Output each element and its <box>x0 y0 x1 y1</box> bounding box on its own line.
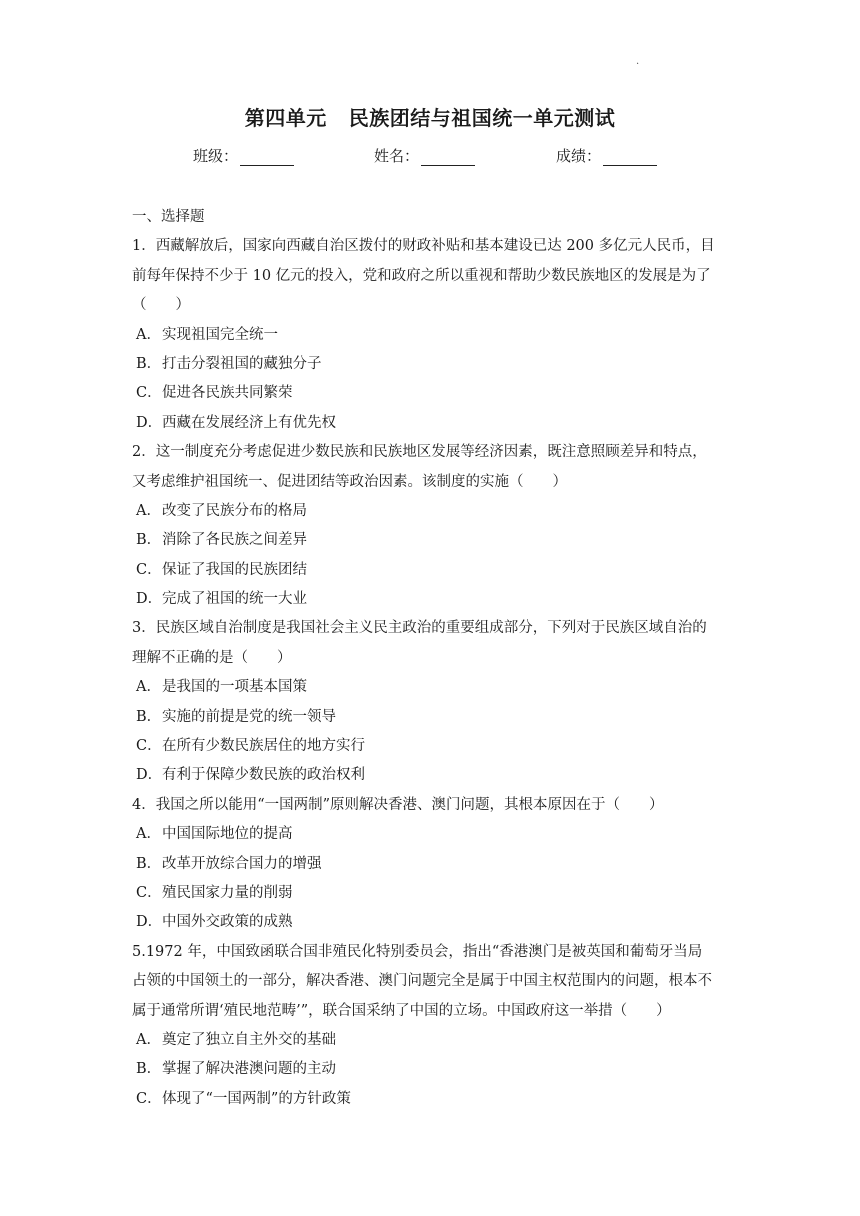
question-text-line: 属于通常所谓‘殖民地范畴’”，联合国采纳了中国的立场。中国政府这一举措（ ） <box>132 1002 671 1019</box>
class-label: 班级： <box>193 147 239 165</box>
option-a[interactable] <box>132 321 732 350</box>
option-text: 实现祖国完全统一 <box>162 326 278 343</box>
option-letter: A． <box>136 679 161 696</box>
title-topic: 民族团结与祖国统一单元测试 <box>348 106 616 130</box>
option-letter: B． <box>136 355 162 372</box>
section-heading: 一、选择题 <box>132 209 205 225</box>
score-field <box>556 145 657 166</box>
option-text: 体现了“一国两制”的方针政策 <box>162 1090 351 1107</box>
option-text: 掌握了解决港澳问题的主动 <box>162 1061 336 1078</box>
question-list <box>132 203 732 1114</box>
option-text: 殖民国家力量的削弱 <box>162 884 293 901</box>
name-blank[interactable] <box>421 151 475 166</box>
option-text: 奠定了独立自主外交的基础 <box>162 1031 336 1048</box>
option-d[interactable] <box>132 908 732 937</box>
title-unit: 第四单元 <box>244 106 327 130</box>
question-text-line: 占领的中国领土的一部分，解决香港、澳门问题完全是属于中国主权范围内的问题，根本不 <box>132 973 712 990</box>
page-dot: . <box>636 56 640 67</box>
option-a[interactable] <box>132 820 732 849</box>
option-d[interactable] <box>132 761 732 790</box>
option-letter: D． <box>136 767 163 784</box>
option-d[interactable] <box>132 409 732 438</box>
option-text: 保证了我国的民族团结 <box>162 561 307 578</box>
option-letter: A． <box>136 1031 161 1048</box>
option-c[interactable] <box>132 879 732 908</box>
question-2 <box>132 438 732 614</box>
question-4 <box>132 791 732 938</box>
option-text: 消除了各民族之间差异 <box>162 532 307 549</box>
question-1 <box>132 232 732 438</box>
option-letter: D． <box>136 591 163 608</box>
option-text: 促进各民族共同繁荣 <box>162 385 293 402</box>
option-b[interactable] <box>132 350 732 379</box>
option-letter: C． <box>136 884 162 901</box>
option-letter: B． <box>136 708 162 725</box>
class-blank[interactable] <box>240 151 294 166</box>
question-text-line: 前每年保持不少于 10 亿元的投入，党和政府之所以重视和帮助少数民族地区的发展是为了 <box>132 267 711 284</box>
option-letter: D． <box>136 914 163 931</box>
option-c[interactable] <box>132 556 732 585</box>
option-b[interactable] <box>132 850 732 879</box>
option-letter: D． <box>136 414 163 431</box>
option-letter: B． <box>136 1061 162 1078</box>
option-letter: A． <box>136 502 161 519</box>
score-label: 成绩： <box>556 147 602 165</box>
option-text: 改变了民族分布的格局 <box>162 502 307 519</box>
option-text: 有利于保障少数民族的政治权利 <box>162 767 365 784</box>
option-text: 完成了祖国的统一大业 <box>162 591 307 608</box>
question-3 <box>132 614 732 790</box>
question-5 <box>132 938 732 1114</box>
name-field <box>374 145 475 166</box>
question-text-line: （ ） <box>132 297 190 314</box>
option-text: 打击分裂祖国的藏独分子 <box>162 355 322 372</box>
option-c[interactable] <box>132 379 732 408</box>
option-a[interactable] <box>132 1026 732 1055</box>
option-letter: C． <box>136 561 162 578</box>
option-a[interactable] <box>132 497 732 526</box>
question-text-line: 3．民族区域自治制度是我国社会主义民主政治的重要组成部分，下列对于民族区域自治的 <box>132 620 707 637</box>
score-blank[interactable] <box>603 151 657 166</box>
option-letter: B． <box>136 855 162 872</box>
option-c[interactable] <box>132 732 732 761</box>
option-text: 中国外交政策的成熟 <box>162 914 293 931</box>
option-letter: A． <box>136 826 161 843</box>
option-letter: A． <box>136 326 161 343</box>
question-text-line: 2．这一制度充分考虑促进少数民族和民族地区发展等经济因素，既注意照顾差异和特点， <box>132 444 707 461</box>
question-text-line: 又考虑维护祖国统一、促进团结等政治因素。该制度的实施（ ） <box>132 473 567 490</box>
option-letter: B． <box>136 532 162 549</box>
class-field <box>193 145 294 166</box>
option-text: 改革开放综合国力的增强 <box>162 855 322 872</box>
option-text: 实施的前提是党的统一领导 <box>162 708 336 725</box>
option-d[interactable] <box>132 585 732 614</box>
option-b[interactable] <box>132 526 732 555</box>
question-text-line: 4．我国之所以能用“一国两制”原则解决香港、澳门问题，其根本原因在于（ ） <box>132 796 664 813</box>
option-text: 西藏在发展经济上有优先权 <box>162 414 336 431</box>
name-label: 姓名： <box>374 147 420 165</box>
option-letter: C． <box>136 1090 162 1107</box>
page-title <box>0 102 860 131</box>
question-text-line: 1．西藏解放后，国家向西藏自治区拨付的财政补贴和基本建设已达 200 多亿元人民币，目 <box>132 238 715 255</box>
option-b[interactable] <box>132 1055 732 1084</box>
option-letter: C． <box>136 385 162 402</box>
option-text: 是我国的一项基本国策 <box>162 679 307 696</box>
option-letter: C． <box>136 738 162 755</box>
option-c[interactable] <box>132 1085 732 1114</box>
option-text: 中国国际地位的提高 <box>162 826 293 843</box>
option-a[interactable] <box>132 673 732 702</box>
question-text-line: 5.1972 年，中国致函联合国非殖民化特别委员会，指出“香港澳门是被英国和葡萄牙当局 <box>132 943 703 960</box>
question-text-line: 理解不正确的是（ ） <box>132 649 292 666</box>
option-b[interactable] <box>132 703 732 732</box>
option-text: 在所有少数民族居住的地方实行 <box>162 738 365 755</box>
